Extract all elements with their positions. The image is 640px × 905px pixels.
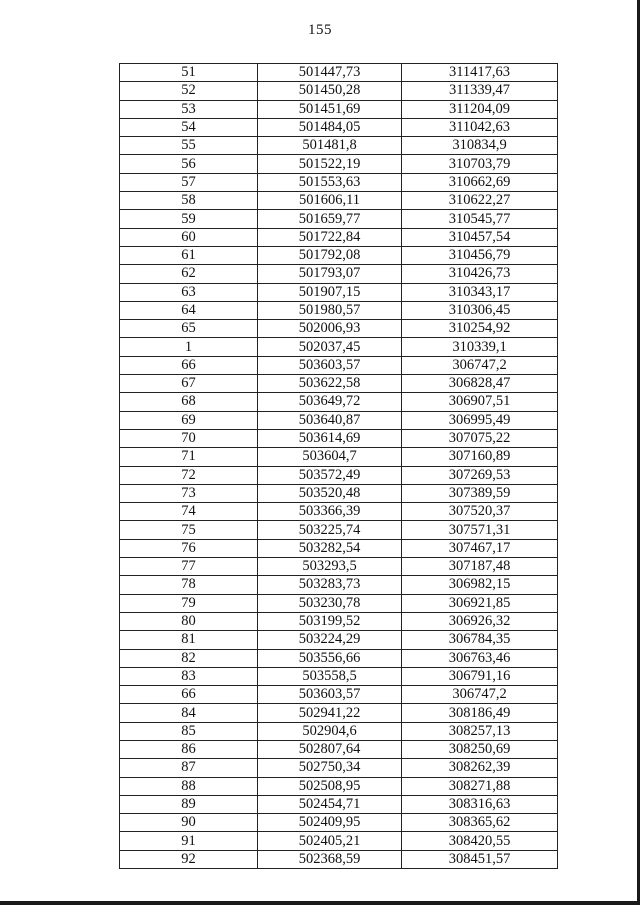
table-row [120, 631, 558, 649]
y-coordinate-cell: 307075,22 [402, 429, 558, 447]
point-number-cell: 55 [120, 137, 258, 155]
x-coordinate-cell: 501447,73 [258, 64, 402, 82]
y-coordinate-cell: 307571,31 [402, 521, 558, 539]
y-coordinate-cell: 310834,9 [402, 137, 558, 155]
x-coordinate-cell: 503556,66 [258, 649, 402, 667]
x-coordinate-cell: 503649,72 [258, 393, 402, 411]
y-coordinate-cell: 310662,69 [402, 173, 558, 191]
table-row [120, 411, 558, 429]
y-coordinate-cell: 307269,53 [402, 466, 558, 484]
y-coordinate-cell: 306921,85 [402, 594, 558, 612]
table-row [120, 539, 558, 557]
y-coordinate-cell: 310339,1 [402, 338, 558, 356]
table-row [120, 484, 558, 502]
x-coordinate-cell: 501722,84 [258, 228, 402, 246]
x-coordinate-cell: 501792,08 [258, 246, 402, 264]
x-coordinate-cell: 503622,58 [258, 375, 402, 393]
table-row [120, 686, 558, 704]
point-number-cell: 76 [120, 539, 258, 557]
table-row [120, 466, 558, 484]
table-row [120, 246, 558, 264]
table-row [120, 594, 558, 612]
x-coordinate-cell: 502454,71 [258, 795, 402, 813]
table-row [120, 777, 558, 795]
y-coordinate-cell: 308365,62 [402, 814, 558, 832]
point-number-cell: 74 [120, 503, 258, 521]
x-coordinate-cell: 501451,69 [258, 100, 402, 118]
point-number-cell: 63 [120, 283, 258, 301]
y-coordinate-cell: 307187,48 [402, 558, 558, 576]
table-row [120, 100, 558, 118]
table-row [120, 850, 558, 868]
x-coordinate-cell: 501481,8 [258, 137, 402, 155]
y-coordinate-cell: 307389,59 [402, 484, 558, 502]
table-row [120, 320, 558, 338]
page-number: 155 [308, 22, 332, 38]
y-coordinate-cell: 308316,63 [402, 795, 558, 813]
x-coordinate-cell: 502368,59 [258, 850, 402, 868]
y-coordinate-cell: 311339,47 [402, 82, 558, 100]
point-number-cell: 59 [120, 210, 258, 228]
x-coordinate-cell: 501553,63 [258, 173, 402, 191]
point-number-cell: 66 [120, 356, 258, 374]
point-number-cell: 51 [120, 64, 258, 82]
table-row [120, 155, 558, 173]
y-coordinate-cell: 307467,17 [402, 539, 558, 557]
point-number-cell: 64 [120, 301, 258, 319]
y-coordinate-cell: 306763,46 [402, 649, 558, 667]
x-coordinate-cell: 501980,57 [258, 301, 402, 319]
table-row [120, 356, 558, 374]
table-row [120, 612, 558, 630]
point-number-cell: 69 [120, 411, 258, 429]
x-coordinate-cell: 501522,19 [258, 155, 402, 173]
y-coordinate-cell: 306747,2 [402, 686, 558, 704]
point-number-cell: 84 [120, 704, 258, 722]
table-row [120, 722, 558, 740]
point-number-cell: 77 [120, 558, 258, 576]
table-row [120, 283, 558, 301]
x-coordinate-cell: 502807,64 [258, 740, 402, 758]
table-row [120, 192, 558, 210]
point-number-cell: 90 [120, 814, 258, 832]
point-number-cell: 81 [120, 631, 258, 649]
table-row [120, 137, 558, 155]
point-number-cell: 85 [120, 722, 258, 740]
point-number-cell: 68 [120, 393, 258, 411]
x-coordinate-cell: 502508,95 [258, 777, 402, 795]
x-coordinate-cell: 502405,21 [258, 832, 402, 850]
x-coordinate-cell: 502037,45 [258, 338, 402, 356]
table-row [120, 228, 558, 246]
y-coordinate-cell: 306907,51 [402, 393, 558, 411]
y-coordinate-cell: 310456,79 [402, 246, 558, 264]
x-coordinate-cell: 502409,95 [258, 814, 402, 832]
table-row [120, 814, 558, 832]
point-number-cell: 73 [120, 484, 258, 502]
x-coordinate-cell: 503558,5 [258, 667, 402, 685]
y-coordinate-cell: 308451,57 [402, 850, 558, 868]
x-coordinate-cell: 503225,74 [258, 521, 402, 539]
x-coordinate-cell: 503230,78 [258, 594, 402, 612]
table-row [120, 173, 558, 191]
y-coordinate-cell: 308186,49 [402, 704, 558, 722]
point-number-cell: 52 [120, 82, 258, 100]
x-coordinate-cell: 503572,49 [258, 466, 402, 484]
x-coordinate-cell: 503520,48 [258, 484, 402, 502]
y-coordinate-cell: 306747,2 [402, 356, 558, 374]
x-coordinate-cell: 501606,11 [258, 192, 402, 210]
table-row [120, 558, 558, 576]
x-coordinate-cell: 503283,73 [258, 576, 402, 594]
x-coordinate-cell: 502904,6 [258, 722, 402, 740]
table-row [120, 448, 558, 466]
point-number-cell: 87 [120, 759, 258, 777]
point-number-cell: 83 [120, 667, 258, 685]
table-row [120, 759, 558, 777]
table-row [120, 503, 558, 521]
point-number-cell: 58 [120, 192, 258, 210]
point-number-cell: 86 [120, 740, 258, 758]
y-coordinate-cell: 306828,47 [402, 375, 558, 393]
point-number-cell: 89 [120, 795, 258, 813]
y-coordinate-cell: 307160,89 [402, 448, 558, 466]
table-row [120, 301, 558, 319]
y-coordinate-cell: 311417,63 [402, 64, 558, 82]
y-coordinate-cell: 308257,13 [402, 722, 558, 740]
table-row [120, 832, 558, 850]
x-coordinate-cell: 503282,54 [258, 539, 402, 557]
point-number-cell: 71 [120, 448, 258, 466]
point-number-cell: 54 [120, 118, 258, 136]
point-number-cell: 79 [120, 594, 258, 612]
x-coordinate-cell: 503199,52 [258, 612, 402, 630]
point-number-cell: 91 [120, 832, 258, 850]
y-coordinate-cell: 311204,09 [402, 100, 558, 118]
y-coordinate-cell: 310457,54 [402, 228, 558, 246]
point-number-cell: 62 [120, 265, 258, 283]
y-coordinate-cell: 308250,69 [402, 740, 558, 758]
point-number-cell: 57 [120, 173, 258, 191]
point-number-cell: 70 [120, 429, 258, 447]
point-number-cell: 66 [120, 686, 258, 704]
x-coordinate-cell: 503293,5 [258, 558, 402, 576]
table-row [120, 576, 558, 594]
x-coordinate-cell: 503603,57 [258, 356, 402, 374]
point-number-cell: 67 [120, 375, 258, 393]
coordinates-table [119, 63, 558, 869]
point-number-cell: 61 [120, 246, 258, 264]
x-coordinate-cell: 503614,69 [258, 429, 402, 447]
table-row [120, 393, 558, 411]
y-coordinate-cell: 306926,32 [402, 612, 558, 630]
table-row [120, 82, 558, 100]
x-coordinate-cell: 503603,57 [258, 686, 402, 704]
y-coordinate-cell: 310343,17 [402, 283, 558, 301]
y-coordinate-cell: 310426,73 [402, 265, 558, 283]
y-coordinate-cell: 308420,55 [402, 832, 558, 850]
y-coordinate-cell: 306995,49 [402, 411, 558, 429]
x-coordinate-cell: 501793,07 [258, 265, 402, 283]
x-coordinate-cell: 503604,7 [258, 448, 402, 466]
table-row [120, 740, 558, 758]
table-row [120, 265, 558, 283]
table-row [120, 521, 558, 539]
y-coordinate-cell: 310545,77 [402, 210, 558, 228]
x-coordinate-cell: 502941,22 [258, 704, 402, 722]
x-coordinate-cell: 503640,87 [258, 411, 402, 429]
x-coordinate-cell: 503366,39 [258, 503, 402, 521]
x-coordinate-cell: 502006,93 [258, 320, 402, 338]
y-coordinate-cell: 310254,92 [402, 320, 558, 338]
page-frame-bottom-border [0, 901, 640, 905]
point-number-cell: 75 [120, 521, 258, 539]
point-number-cell: 53 [120, 100, 258, 118]
point-number-cell: 88 [120, 777, 258, 795]
table-row [120, 64, 558, 82]
y-coordinate-cell: 306982,15 [402, 576, 558, 594]
point-number-cell: 65 [120, 320, 258, 338]
x-coordinate-cell: 501484,05 [258, 118, 402, 136]
x-coordinate-cell: 503224,29 [258, 631, 402, 649]
x-coordinate-cell: 501659,77 [258, 210, 402, 228]
table-row [120, 338, 558, 356]
point-number-cell: 82 [120, 649, 258, 667]
table-row [120, 429, 558, 447]
x-coordinate-cell: 502750,34 [258, 759, 402, 777]
table-row [120, 118, 558, 136]
point-number-cell: 72 [120, 466, 258, 484]
y-coordinate-cell: 311042,63 [402, 118, 558, 136]
y-coordinate-cell: 310703,79 [402, 155, 558, 173]
point-number-cell: 80 [120, 612, 258, 630]
table-row [120, 375, 558, 393]
x-coordinate-cell: 501907,15 [258, 283, 402, 301]
y-coordinate-cell: 306784,35 [402, 631, 558, 649]
point-number-cell: 56 [120, 155, 258, 173]
table-row [120, 649, 558, 667]
x-coordinate-cell: 501450,28 [258, 82, 402, 100]
y-coordinate-cell: 306791,16 [402, 667, 558, 685]
y-coordinate-cell: 310622,27 [402, 192, 558, 210]
y-coordinate-cell: 307520,37 [402, 503, 558, 521]
point-number-cell: 1 [120, 338, 258, 356]
y-coordinate-cell: 308271,88 [402, 777, 558, 795]
table-row [120, 210, 558, 228]
y-coordinate-cell: 310306,45 [402, 301, 558, 319]
point-number-cell: 78 [120, 576, 258, 594]
point-number-cell: 92 [120, 850, 258, 868]
table-row [120, 704, 558, 722]
coordinates-table-body [120, 64, 558, 869]
table-row [120, 667, 558, 685]
table-row [120, 795, 558, 813]
y-coordinate-cell: 308262,39 [402, 759, 558, 777]
point-number-cell: 60 [120, 228, 258, 246]
